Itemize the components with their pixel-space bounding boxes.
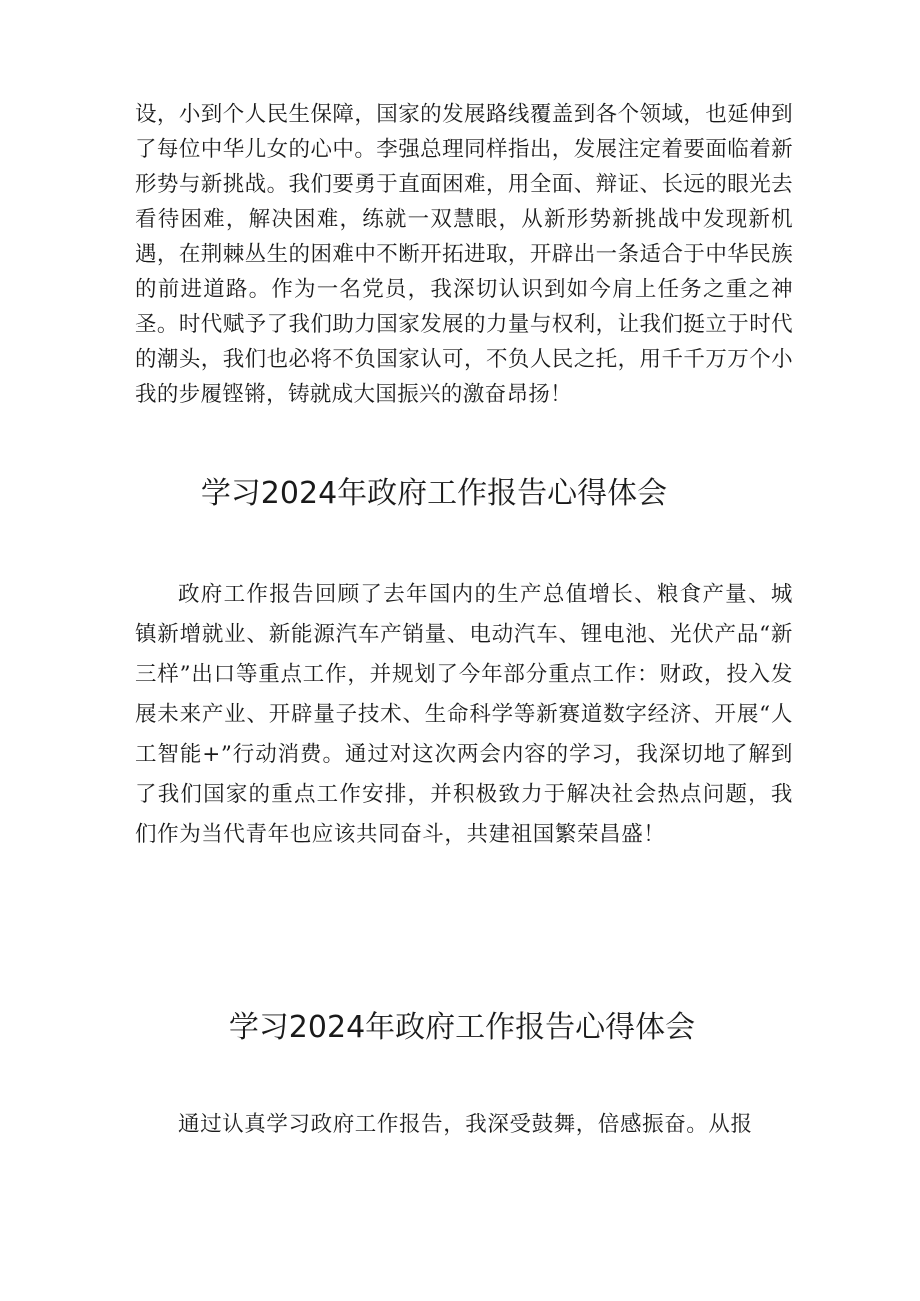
section-heading-2: 学习2024年政府工作报告心得体会 (228, 1010, 696, 1045)
paragraph-top: 设，小到个人民生保障，国家的发展路线覆盖到各个领域，也延伸到了每位中华儿女的心中。李强总理同样指出，发展注定着要面临着新形势与新挑战。我们要勇于直面困难，用全面、辩证、长远的眼光去看待困难，解决困难，练就一双慧眼，从新形势新挑战中发现新机遇，在荆棘丛生的困难中不断开拓进取，开辟出一条适合于中华民族的前进道路。作为一名党员，我深切认识到如今肩上任务之重之神圣。时代赋予了我们助力国家发展的力量与权利，让我们挺立于时代的潮头，我们也必将不负国家认可，不负人民之托，用千千万万个小我的步履铿锵，铸就成大国振兴的激奋昂扬！ (135, 102, 793, 407)
paragraph-bottom: 通过认真学习政府工作报告，我深受鼓舞，倍感振奋。从报 (178, 1112, 753, 1137)
paragraph-middle: 政府工作报告回顾了去年国内的生产总值增长、粮食产量、城镇新增就业、新能源汽车产销量、电动汽车、锂电池、光伏产品“新三样”出口等重点工作，并规划了今年部分重点工作：财政，投入发展未来产业、开辟量子技术、生命科学等新赛道数字经济、开展“人工智能+”行动消费。通过对这次两会内容的学习，我深切地了解到了我们国家的重点工作安排，并积极致力于解决社会热点问题，我们作为当代青年也应该共同奋斗，共建祖国繁荣昌盛！ (135, 582, 793, 847)
section-heading-1: 学习2024年政府工作报告心得体会 (200, 476, 668, 511)
